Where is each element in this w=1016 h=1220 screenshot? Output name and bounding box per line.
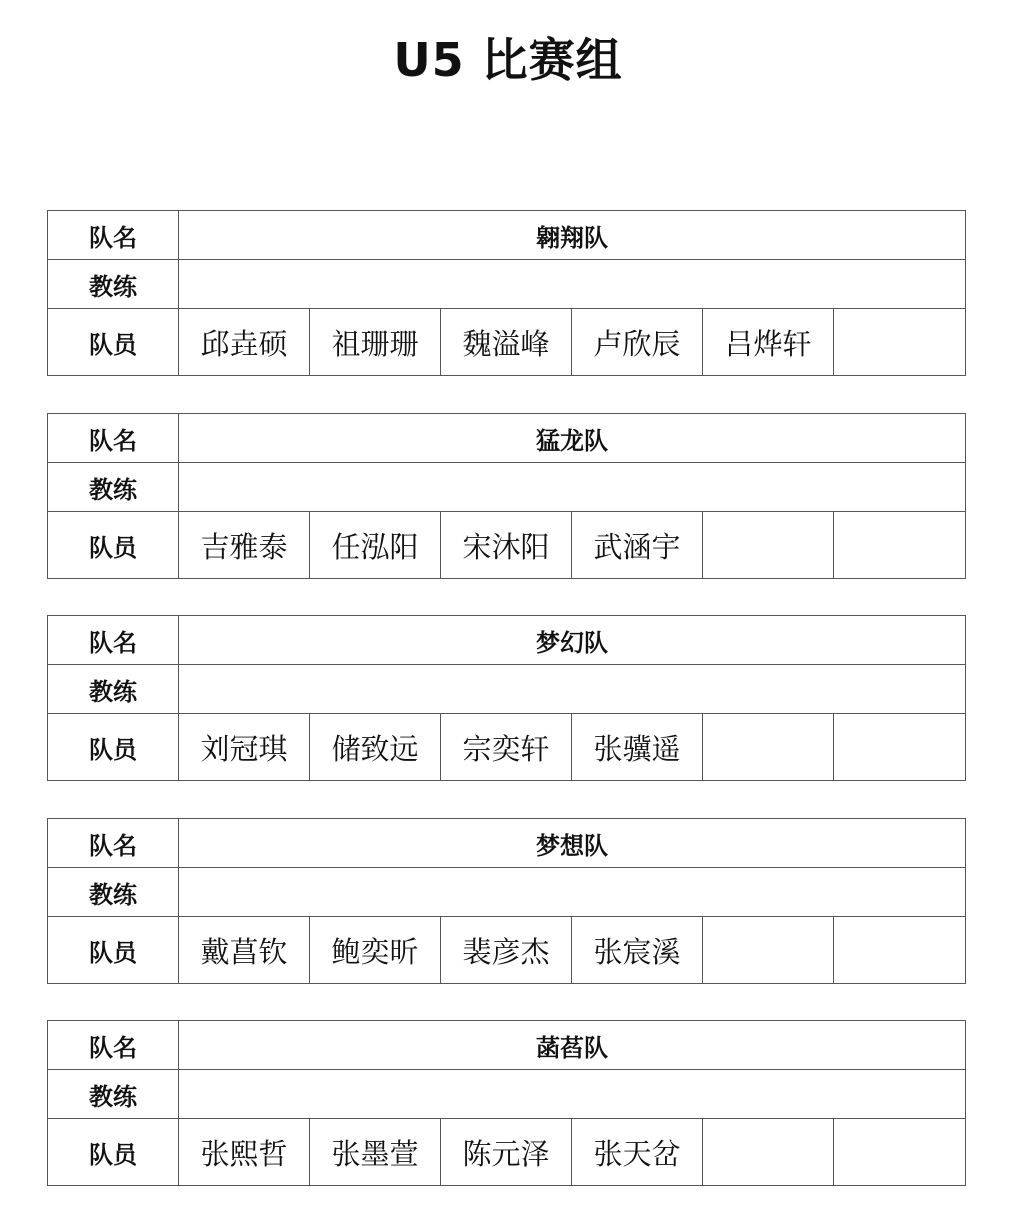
members-row (48, 917, 966, 984)
page-title: U5 比赛组 (393, 33, 623, 87)
member-cell: 吉雅泰 (179, 512, 310, 579)
member-cell (703, 512, 834, 579)
member-cell: 张熙哲 (179, 1119, 310, 1186)
team-name-row (48, 211, 966, 260)
team-table (47, 1020, 966, 1186)
team-name-label: 队名 (48, 819, 179, 868)
member-cell (834, 917, 966, 984)
member-cell: 祖珊珊 (310, 309, 441, 376)
member-cell (834, 512, 966, 579)
team-name-label: 队名 (48, 1021, 179, 1070)
member-cell: 张天岔 (572, 1119, 703, 1186)
member-cell: 吕烨轩 (703, 309, 834, 376)
team-name-label: 队名 (48, 616, 179, 665)
members-row (48, 309, 966, 376)
coach-value (179, 463, 966, 512)
team-table (47, 210, 966, 376)
team-table (47, 615, 966, 781)
member-cell: 宗奕轩 (441, 714, 572, 781)
members-label: 队员 (48, 309, 179, 376)
member-cell (703, 917, 834, 984)
member-cell: 裴彦杰 (441, 917, 572, 984)
team-name-row (48, 616, 966, 665)
member-cell (834, 1119, 966, 1186)
member-cell: 刘冠琪 (179, 714, 310, 781)
coach-row (48, 463, 966, 512)
team-name-label: 队名 (48, 414, 179, 463)
team-name: 菡萏队 (179, 1021, 966, 1070)
member-cell: 陈元泽 (441, 1119, 572, 1186)
coach-label: 教练 (48, 463, 179, 512)
coach-value (179, 1070, 966, 1119)
coach-value (179, 868, 966, 917)
members-label: 队员 (48, 512, 179, 579)
team-table (47, 413, 966, 579)
members-row (48, 714, 966, 781)
member-cell: 张墨萱 (310, 1119, 441, 1186)
coach-label: 教练 (48, 868, 179, 917)
member-cell: 宋沐阳 (441, 512, 572, 579)
coach-row (48, 868, 966, 917)
team-name: 猛龙队 (179, 414, 966, 463)
team-name: 翱翔队 (179, 211, 966, 260)
team-name: 梦幻队 (179, 616, 966, 665)
team-name-row (48, 414, 966, 463)
member-cell: 鲍奕昕 (310, 917, 441, 984)
coach-row (48, 260, 966, 309)
members-label: 队员 (48, 714, 179, 781)
team-name-row (48, 1021, 966, 1070)
member-cell: 魏溢峰 (441, 309, 572, 376)
team-name-label: 队名 (48, 211, 179, 260)
team-table (47, 818, 966, 984)
coach-value (179, 665, 966, 714)
members-label: 队员 (48, 1119, 179, 1186)
team-name: 梦想队 (179, 819, 966, 868)
coach-label: 教练 (48, 260, 179, 309)
member-cell: 卢欣辰 (572, 309, 703, 376)
team-name-row (48, 819, 966, 868)
member-cell: 任泓阳 (310, 512, 441, 579)
member-cell: 张骥遥 (572, 714, 703, 781)
members-row (48, 512, 966, 579)
coach-label: 教练 (48, 665, 179, 714)
coach-row (48, 1070, 966, 1119)
member-cell: 储致远 (310, 714, 441, 781)
member-cell: 邱垚硕 (179, 309, 310, 376)
coach-row (48, 665, 966, 714)
member-cell: 武涵宇 (572, 512, 703, 579)
members-row (48, 1119, 966, 1186)
member-cell: 戴菖钦 (179, 917, 310, 984)
coach-label: 教练 (48, 1070, 179, 1119)
coach-value (179, 260, 966, 309)
member-cell (703, 714, 834, 781)
members-label: 队员 (48, 917, 179, 984)
member-cell (834, 714, 966, 781)
member-cell: 张宸溪 (572, 917, 703, 984)
member-cell (834, 309, 966, 376)
member-cell (703, 1119, 834, 1186)
